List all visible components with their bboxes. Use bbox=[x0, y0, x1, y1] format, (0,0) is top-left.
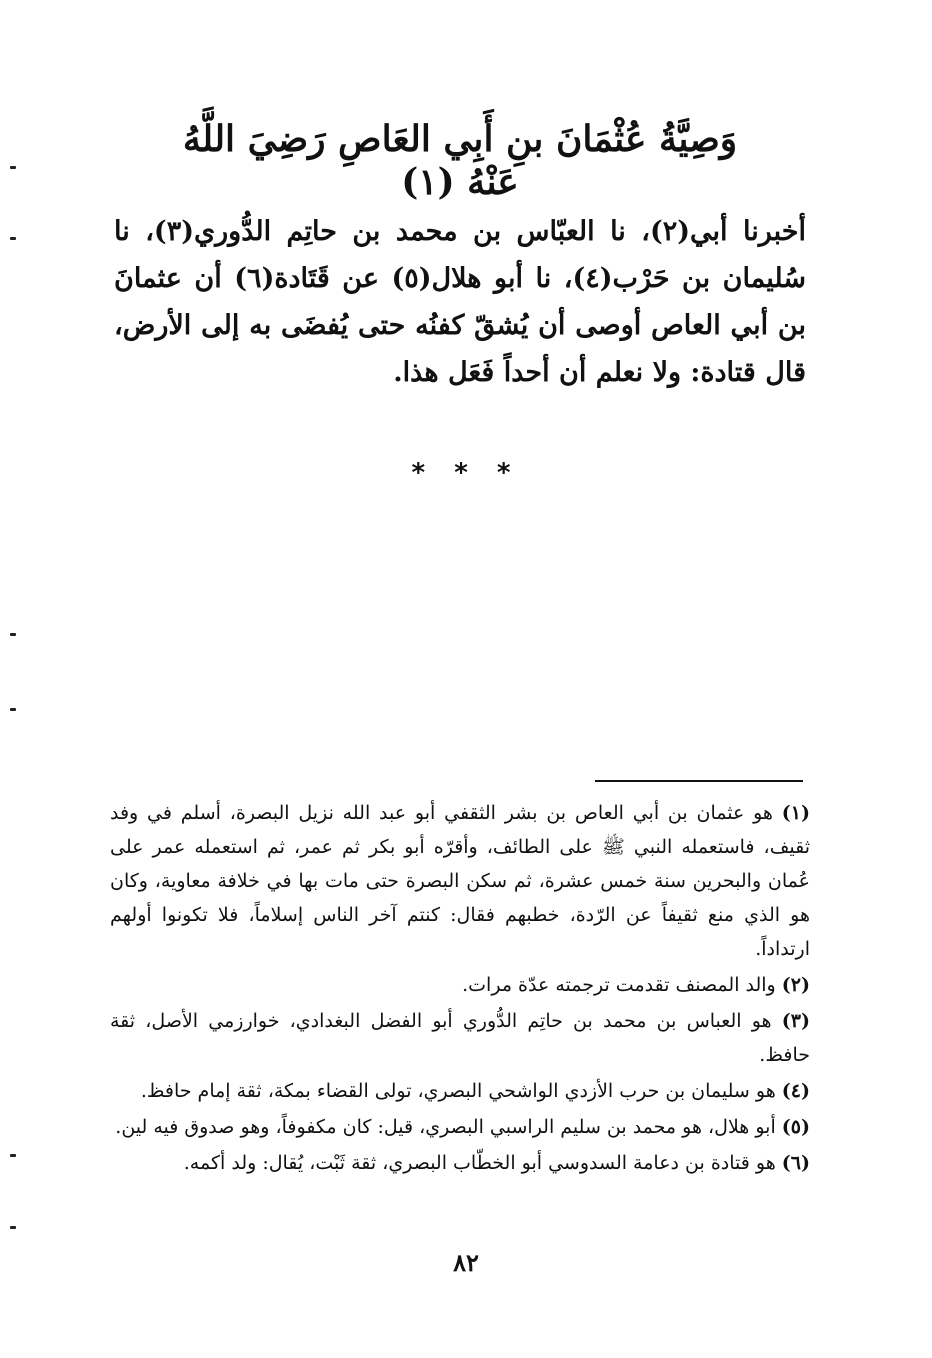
footnote-divider bbox=[595, 780, 803, 782]
footnote-marker: (٣) bbox=[781, 1010, 811, 1032]
footnote-item bbox=[110, 796, 810, 966]
scan-speck bbox=[10, 237, 16, 240]
footnote-item bbox=[110, 1004, 810, 1072]
section-title: وَصِيَّةُ عُثْمَانَ بنِ أَبِي العَاصِ رَضِيَ اللَّهُ عَنْهُ (١) bbox=[182, 118, 738, 204]
footnote-marker: (٥) bbox=[781, 1116, 810, 1138]
footnote-text: هو عثمان بن أبي العاص بن بشر الثقفي أبو عبد الله نزيل البصرة، أسلم في وفد ثقيف، فاستعمله النبي ﷺ على الطائف، وأقرّه أبو بكر ثم عمر، ثم استعمله عمر على عُمان والبحرين سنة خمس عشرة، ثم سكن البصرة حتى مات بها في خلافة معاوية، وكان هو الذي منع ثقيفاً عن الرّدة، خطبهم فقال: كنتم آخر الناس إسلاماً، فلا تكونوا أولهم ارتداداً. bbox=[110, 802, 810, 960]
footnote-marker: (٦) bbox=[781, 1152, 810, 1174]
footnote-marker: (١) bbox=[781, 802, 810, 824]
footnote-text: هو سليمان بن حرب الأزدي الواشحي البصري، تولى القضاء بمكة، ثقة إمام حافظ. bbox=[140, 1080, 776, 1102]
footnote-item bbox=[110, 1110, 810, 1144]
footnote-marker: (٢) bbox=[781, 974, 810, 996]
footnotes-block bbox=[110, 796, 810, 1182]
footnote-text: والد المصنف تقدمت ترجمته عدّة مرات. bbox=[462, 974, 776, 996]
footnote-item bbox=[110, 968, 810, 1002]
page-number: ٨٢ bbox=[453, 1248, 479, 1277]
footnote-item bbox=[110, 1074, 810, 1108]
scan-speck bbox=[10, 708, 16, 711]
footnote-text: هو العباس بن محمد بن حاتِم الدُّوري أبو الفضل البغدادي، خوارزمي الأصل، ثقة حافظ. bbox=[110, 1010, 810, 1066]
main-text-block bbox=[114, 208, 806, 396]
footnote-item bbox=[110, 1146, 810, 1180]
main-paragraph: أخبرنا أبي(٢)، نا العبّاس بن محمد بن حاتِم الدُّوري(٣)، نا سُليمان بن حَرْب(٤)، نا أبو هلال(٥) عن قَتَادة(٦) أن عثمانَ بن أبي العاص أوصى أن يُشقّ كفنُه حتى يُفضَى به إلى الأرض، قال قتادة: ولا نعلم أن أحداً فَعَل هذا. bbox=[114, 216, 806, 388]
footnote-marker: (٤) bbox=[781, 1080, 810, 1102]
footnote-text: هو قتادة بن دعامة السدوسي أبو الخطّاب البصري، ثقة ثَبْت، يُقال: ولد أكمه. bbox=[183, 1152, 776, 1174]
section-separator: * * * bbox=[411, 458, 521, 488]
scan-speck bbox=[10, 166, 16, 169]
scan-speck bbox=[10, 633, 16, 636]
scan-speck bbox=[10, 1154, 16, 1157]
footnote-text: أبو هلال، هو محمد بن سليم الراسبي البصري، قيل: كان مكفوفاً، وهو صدوق فيه لين. bbox=[115, 1116, 776, 1138]
scan-speck bbox=[10, 1226, 16, 1229]
